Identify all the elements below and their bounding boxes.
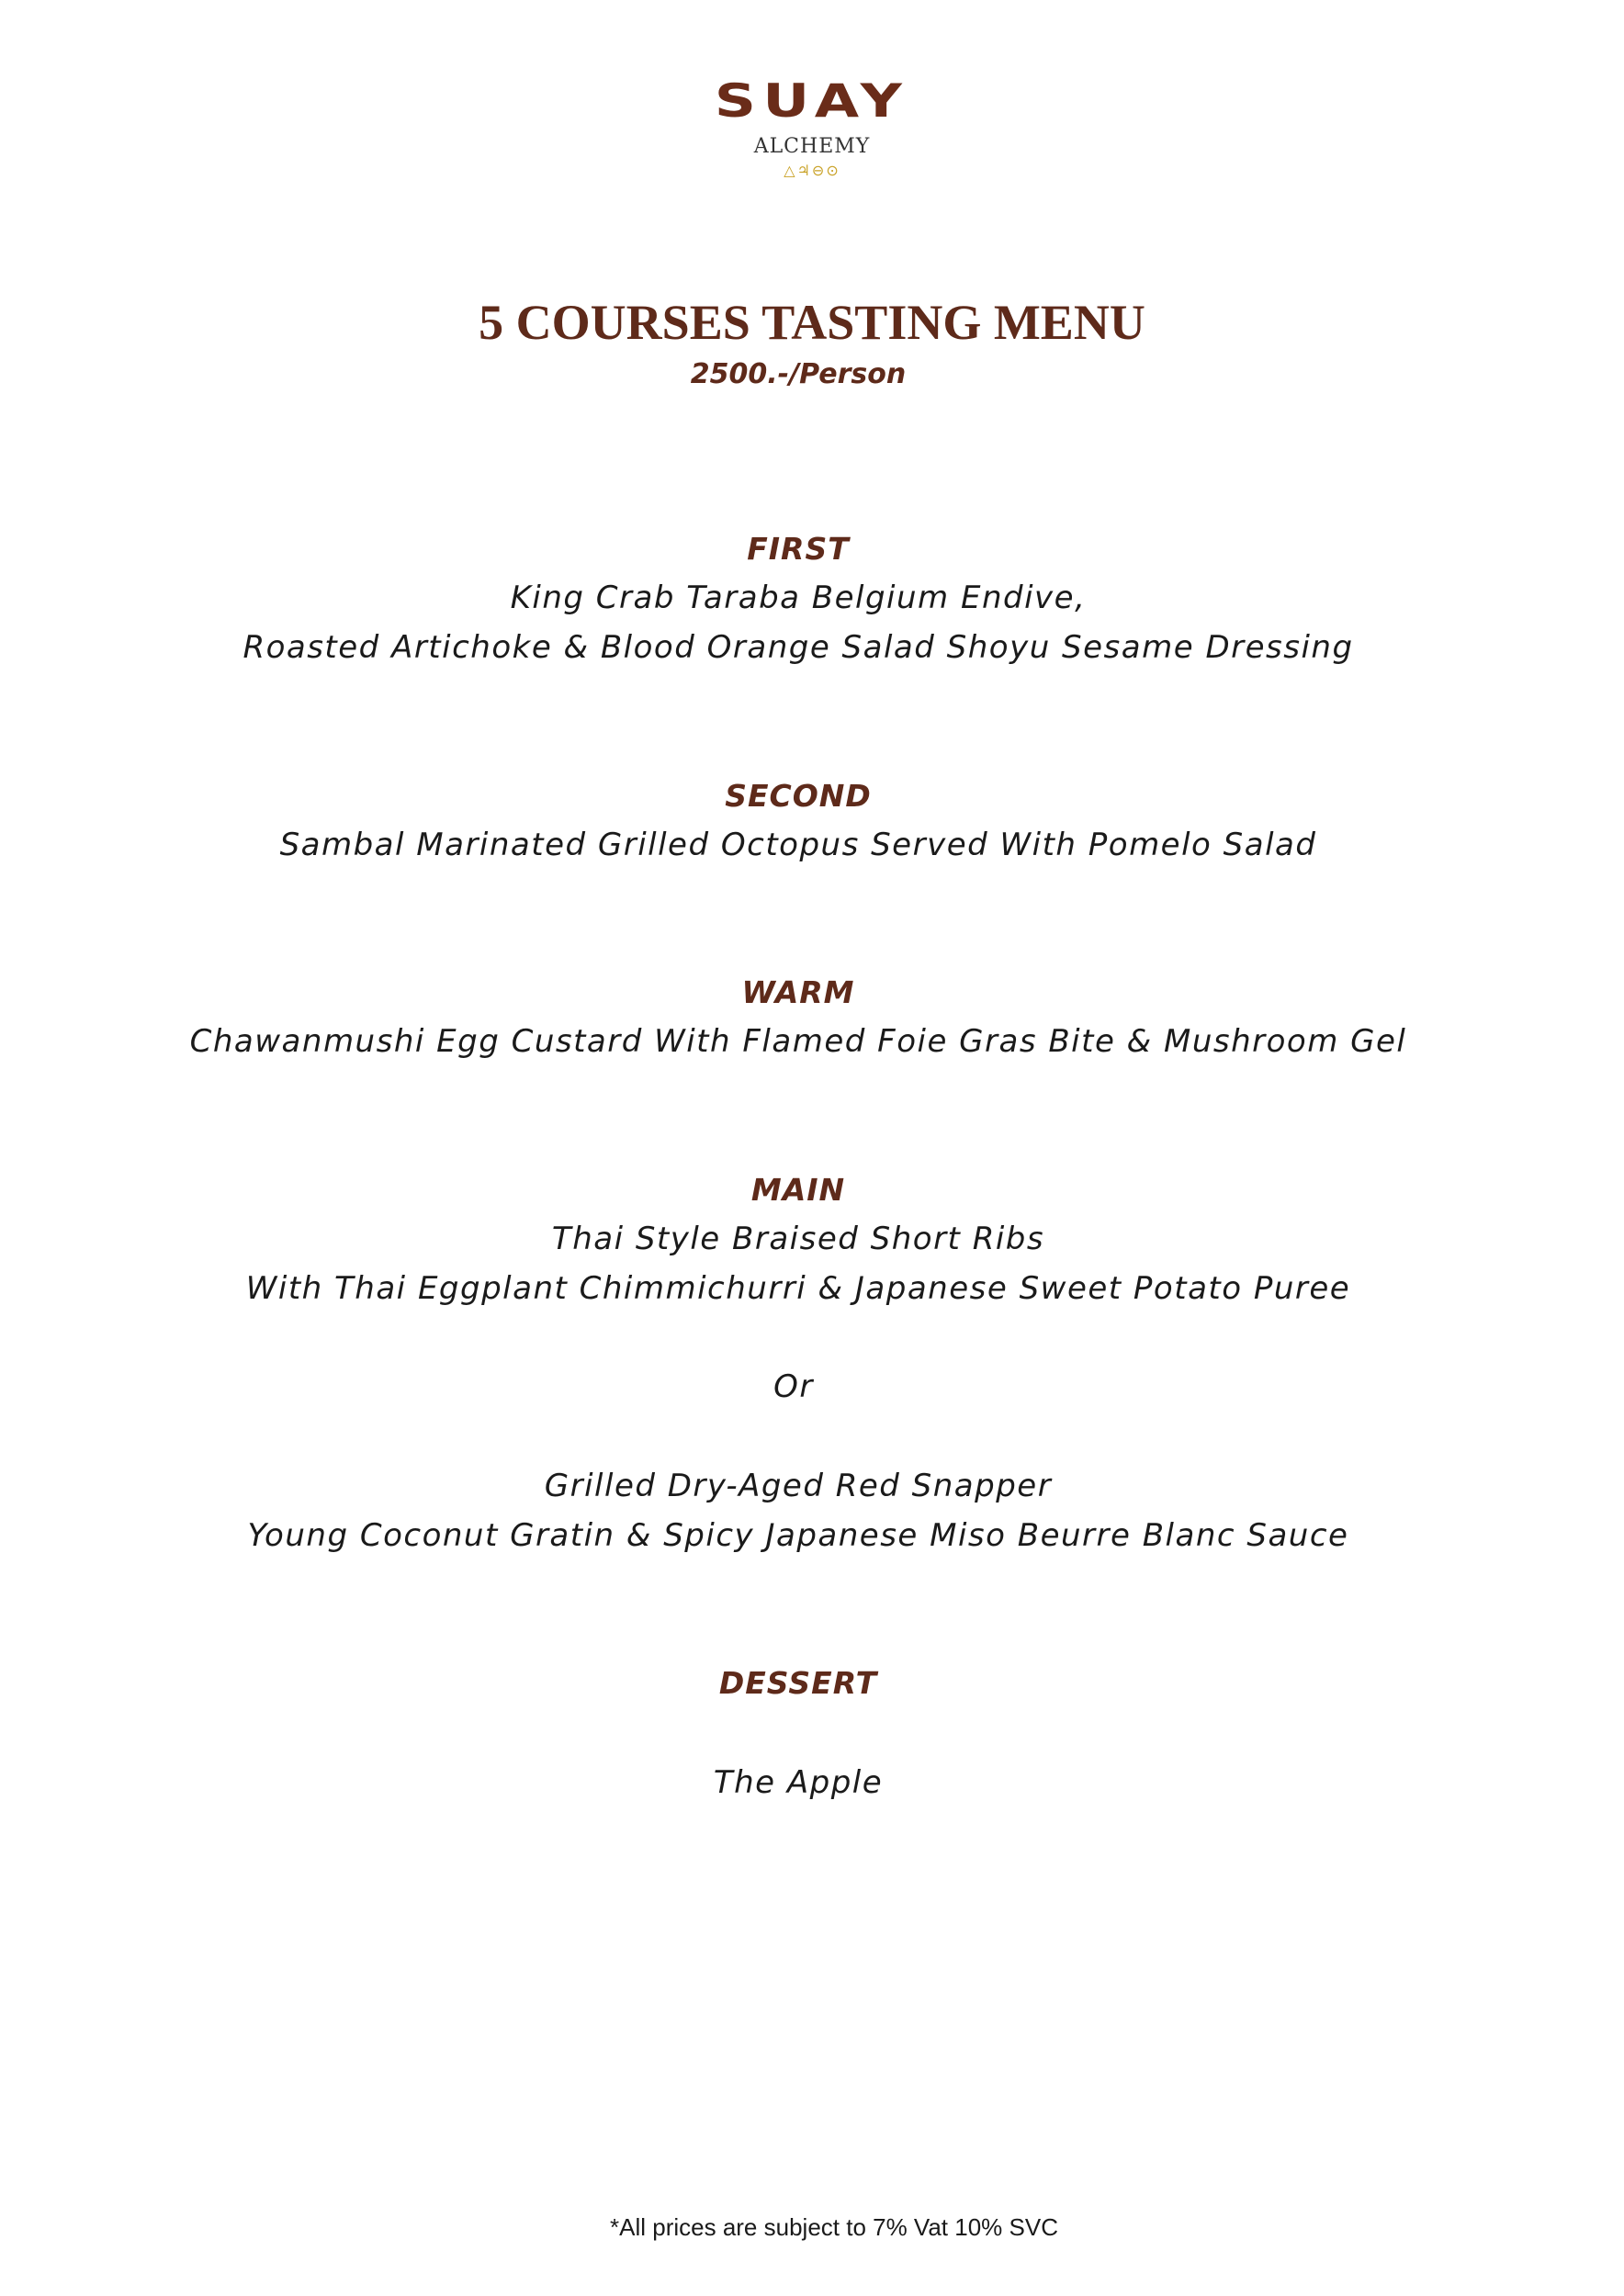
dish-line: Thai Style Braised Short Ribs <box>551 1221 1045 1257</box>
dish-line-or: Or <box>773 1368 814 1405</box>
footnote: *All prices are subject to 7% Vat 10% SVC <box>610 2213 1058 2241</box>
course-heading-dessert: DESSERT <box>718 1665 878 1701</box>
brand-name: SUAY <box>715 74 909 128</box>
menu-title: 5 COURSES TASTING MENU <box>479 295 1145 350</box>
course-heading-warm: WARM <box>741 974 855 1010</box>
dish-line: Roasted Artichoke & Blood Orange Salad Shoyu Sesame Dressing <box>242 629 1354 666</box>
course-heading-main: MAIN <box>750 1172 846 1208</box>
dish-line: Grilled Dry-Aged Red Snapper <box>544 1468 1053 1504</box>
dish-line: Sambal Marinated Grilled Octopus Served With Pomelo Salad <box>279 827 1317 863</box>
dish-line: The Apple <box>713 1764 884 1801</box>
menu-price: 2500.-/Person <box>690 358 907 390</box>
course-heading-first: FIRST <box>747 531 850 567</box>
brand-symbols: △♃⊖⊙ <box>784 162 840 179</box>
dish-line: Chawanmushi Egg Custard With Flamed Foie Gras Bite & Mushroom Gel <box>189 1023 1407 1060</box>
course-heading-second: SECOND <box>725 778 872 814</box>
brand-logo <box>0 73 1624 180</box>
dish-line: With Thai Eggplant Chimmichurri & Japanese Sweet Potato Puree <box>245 1270 1351 1307</box>
dish-line: King Crab Taraba Belgium Endive, <box>510 580 1087 616</box>
dish-line: Young Coconut Gratin & Spicy Japanese Miso Beurre Blanc Sauce <box>247 1517 1349 1554</box>
brand-subtitle: ALCHEMY <box>753 135 871 158</box>
